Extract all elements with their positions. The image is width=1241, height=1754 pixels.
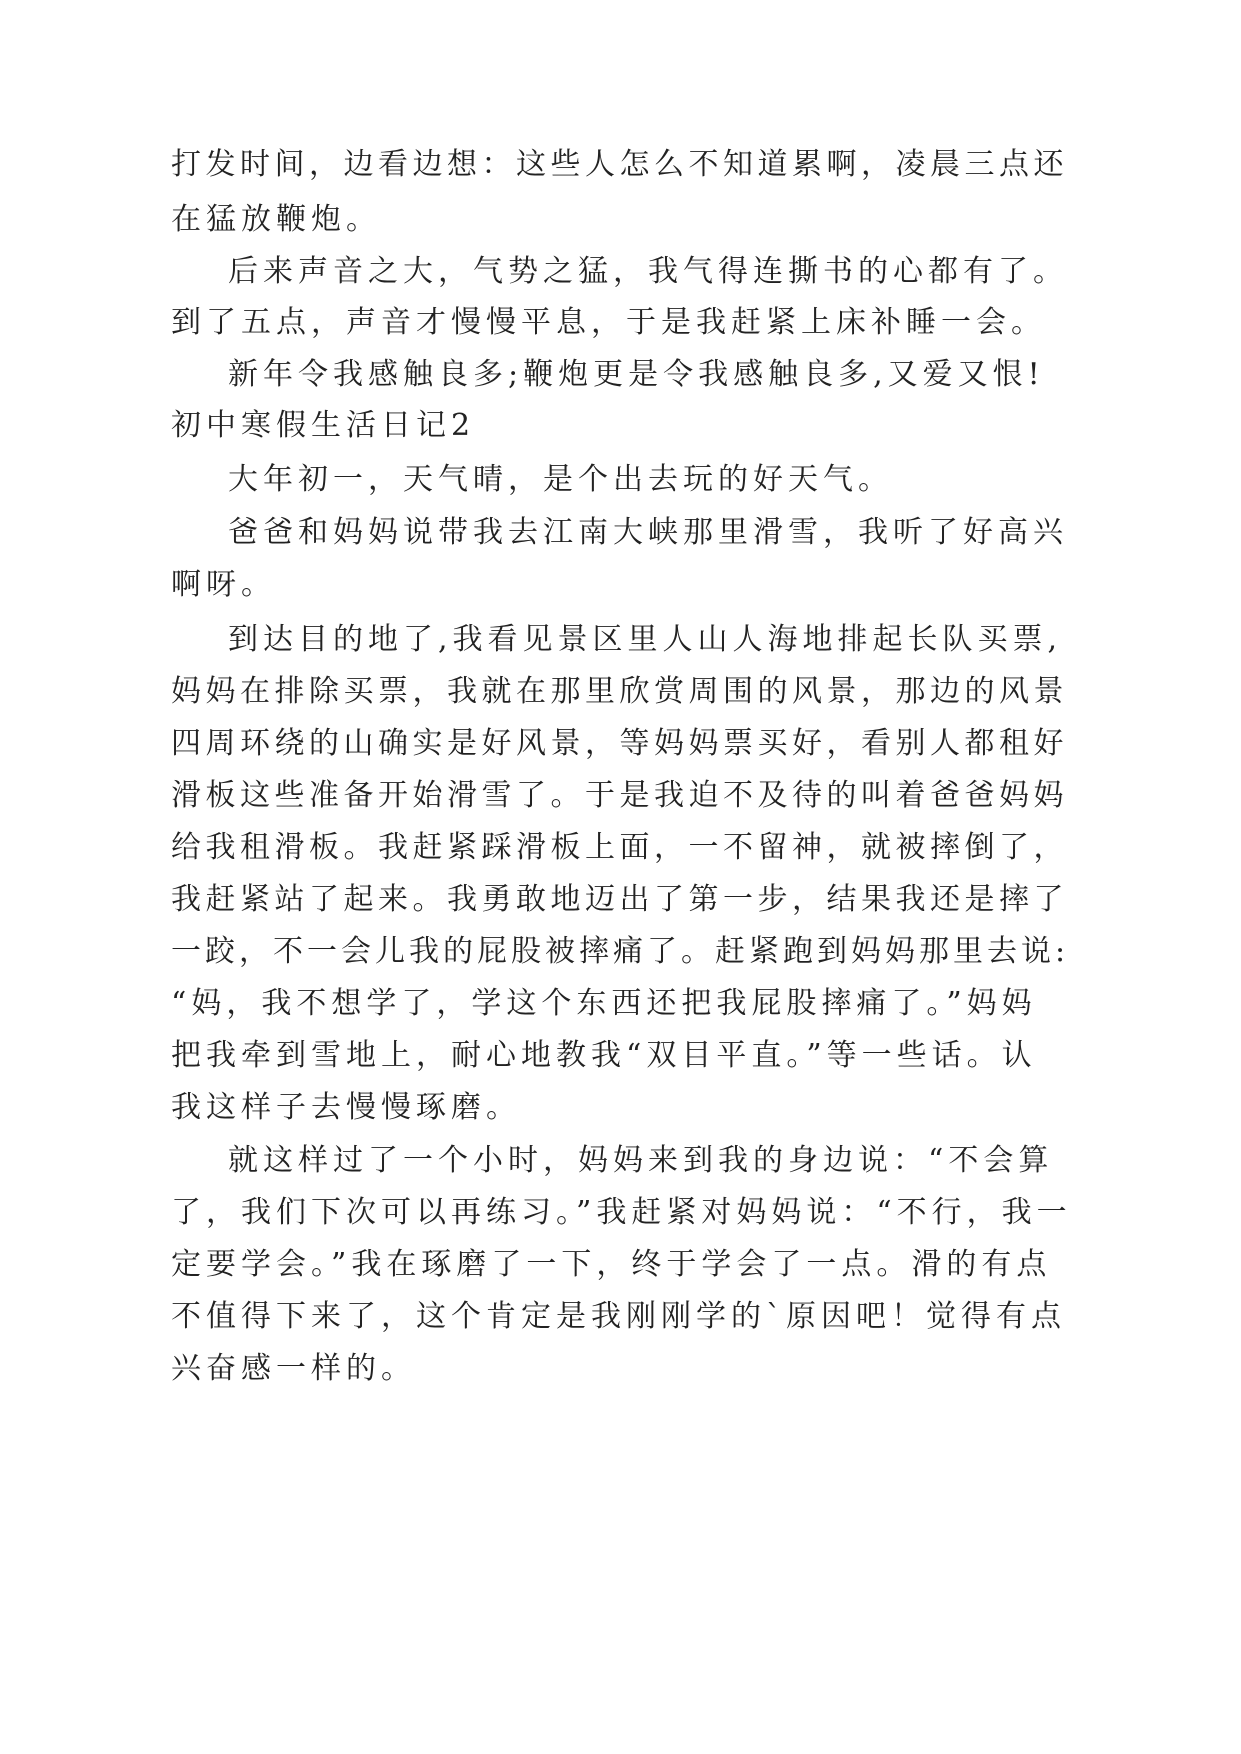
text-line-content: 新年令我感触良多;鞭炮更是令我感触良多,又爱又恨! bbox=[228, 357, 1045, 392]
text-line-content: 不值得下来了，这个肯定是我刚刚学的`原因吧！觉得有点 bbox=[171, 1299, 1066, 1334]
text-line-content: 到了五点，声音才慢慢平息，于是我赶紧上床补睡一会。 bbox=[171, 305, 1046, 340]
text-line-content: 我这样子去慢慢琢磨。 bbox=[171, 1090, 521, 1125]
paragraph-start-line bbox=[228, 455, 1241, 505]
text-line-content: 在猛放鞭炮。 bbox=[171, 202, 381, 237]
text-line bbox=[171, 560, 1241, 610]
text-line-content: 给我租滑板。我赶紧踩滑板上面，一不留神，就被摔倒了， bbox=[171, 830, 1068, 865]
text-line-content: 初中寒假生活日记2 bbox=[171, 408, 476, 443]
text-line-content: 四周环绕的山确实是好风景，等妈妈票买好，看别人都租好 bbox=[171, 726, 1068, 761]
text-line-content: 一跤，不一会儿我的屁股被摔痛了。赶紧跑到妈妈那里去说: bbox=[171, 934, 1070, 969]
text-line bbox=[171, 1344, 1241, 1394]
text-line bbox=[171, 1188, 1241, 1238]
text-line bbox=[171, 823, 1241, 873]
text-line bbox=[171, 140, 1241, 190]
text-line bbox=[171, 1292, 1241, 1342]
text-line-content: 妈妈在排除买票，我就在那里欣赏周围的风景，那边的风景 bbox=[171, 674, 1068, 709]
text-line-content: 大年初一，天气晴，是个出去玩的好天气。 bbox=[228, 462, 893, 497]
text-line-content: 我赶紧站了起来。我勇敢地迈出了第一步，结果我还是摔了 bbox=[171, 882, 1068, 917]
text-line bbox=[171, 875, 1241, 925]
paragraph-start-line bbox=[228, 508, 1241, 558]
paragraph-start-line bbox=[228, 615, 1241, 665]
text-line bbox=[171, 195, 1241, 245]
text-line bbox=[171, 979, 1241, 1029]
text-line bbox=[171, 298, 1241, 348]
text-line-content: 打发时间，边看边想：这些人怎么不知道累啊，凌晨三点还 bbox=[171, 147, 1068, 182]
text-line bbox=[171, 927, 1241, 977]
text-line bbox=[171, 1031, 1241, 1081]
text-line bbox=[171, 1240, 1241, 1290]
text-line-content: 爸爸和妈妈说带我去江南大峡那里滑雪，我听了好高兴 bbox=[228, 515, 1068, 550]
paragraph-start-line bbox=[228, 247, 1241, 297]
text-line-content: 就这样过了一个小时，妈妈来到我的身边说：“不会算 bbox=[228, 1143, 1054, 1178]
text-line-content: 滑板这些准备开始滑雪了。于是我迫不及待的叫着爸爸妈妈 bbox=[171, 778, 1068, 813]
text-line-content: 把我牵到雪地上，耐心地教我“双目平直。”等一些话。认 bbox=[171, 1038, 1037, 1073]
text-line-content: 后来声音之大，气势之猛，我气得连撕书的心都有了。 bbox=[228, 254, 1068, 289]
text-line-content: 了，我们下次可以再练习。”我赶紧对妈妈说：“不行，我一 bbox=[171, 1195, 1072, 1230]
text-line-content: 啊呀。 bbox=[171, 567, 276, 602]
paragraph-start-line bbox=[228, 1136, 1241, 1186]
text-line bbox=[171, 667, 1241, 717]
section-heading bbox=[171, 401, 1241, 451]
text-line-content: 兴奋感一样的。 bbox=[171, 1351, 416, 1386]
text-line-content: 到达目的地了,我看见景区里人山人海地排起长队买票, bbox=[228, 622, 1063, 657]
text-line bbox=[171, 1083, 1241, 1133]
text-line bbox=[171, 719, 1241, 769]
paragraph-start-line bbox=[228, 350, 1241, 400]
text-line-content: 定要学会。”我在琢磨了一下，终于学会了一点。滑的有点 bbox=[171, 1247, 1052, 1282]
text-line-content: “妈，我不想学了，学这个东西还把我屁股摔痛了。”妈妈 bbox=[171, 986, 1037, 1021]
text-line bbox=[171, 771, 1241, 821]
